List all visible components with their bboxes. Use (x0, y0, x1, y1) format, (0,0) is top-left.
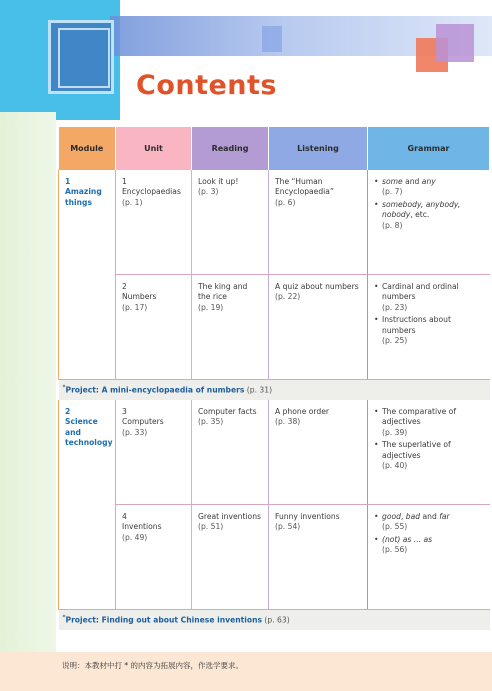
project-cell (59, 610, 490, 631)
grammar-item (374, 200, 484, 231)
unit-number: 2 (122, 282, 127, 291)
listening-cell (269, 275, 368, 380)
page-title: Contents (136, 70, 278, 101)
listening-title: A phone order (275, 407, 330, 416)
unit-cell (116, 170, 192, 275)
listening-cell (269, 505, 368, 610)
module-name-line2: technology (65, 438, 113, 448)
unit-cell (116, 505, 192, 610)
header-row (59, 127, 490, 170)
project-star: * (62, 614, 66, 621)
listening-cell (269, 170, 368, 275)
reading-page: (p. 35) (198, 417, 224, 427)
contents-table (58, 127, 490, 630)
grammar-list (374, 282, 484, 347)
reading-cell (192, 400, 269, 505)
listening-page: (p. 6) (275, 197, 296, 207)
reading-title: Computer facts (198, 407, 257, 416)
reading-cell (192, 505, 269, 610)
header-grammar: Grammar (368, 127, 490, 170)
project-title: Project: Finding out about Chinese inventions (65, 615, 263, 625)
contents-body (59, 170, 490, 630)
module-number: 2 (65, 407, 71, 416)
header-listening: Listening (269, 127, 368, 170)
unit-cell (116, 275, 192, 380)
header-module: Module (59, 127, 116, 170)
unit-name: Numbers (122, 292, 157, 302)
footer-band (0, 652, 492, 691)
grammar-page: (p. 40) (382, 461, 408, 471)
module-name-line1: Amazing (65, 187, 102, 197)
grammar-item (374, 512, 484, 533)
unit-number: 3 (122, 407, 127, 416)
listening-title: Funny inventions (275, 512, 340, 521)
reading-page: (p. 3) (198, 187, 219, 197)
reading-cell (192, 275, 269, 380)
grammar-text: far (439, 512, 450, 521)
grammar-text: good (382, 512, 401, 521)
grammar-list (374, 177, 484, 231)
module-cell (59, 400, 116, 610)
grammar-text: , (400, 512, 406, 521)
grammar-text: , etc. (410, 210, 430, 220)
listening-cell (269, 400, 368, 505)
listening-page: (p. 38) (275, 417, 301, 427)
unit-page: (p. 1) (122, 197, 143, 207)
grammar-text: The superlative of adjectives (382, 440, 451, 460)
unit-number: 4 (122, 512, 127, 521)
grammar-cell (368, 170, 490, 275)
unit-page: (p. 49) (122, 532, 148, 542)
reading-cell (192, 170, 269, 275)
decorative-frame-inner (58, 28, 110, 88)
reading-page: (p. 19) (198, 302, 224, 312)
module-number: 1 (65, 177, 71, 186)
header-reading: Reading (192, 127, 269, 170)
project-row (59, 610, 490, 631)
project-page: (p. 31) (244, 385, 273, 395)
module-name-line2: things (65, 197, 93, 207)
listening-title: A quiz about numbers (275, 282, 359, 291)
table-row (59, 275, 490, 380)
decorative-small-square (262, 26, 282, 52)
grammar-item (374, 282, 484, 313)
table-row (59, 170, 490, 275)
project-star: * (62, 384, 66, 391)
grammar-text: The comparative of adjectives (382, 407, 456, 427)
unit-name: Inventions (122, 522, 162, 532)
reading-title: The king and the rice (198, 282, 248, 302)
decorative-left-strip (0, 112, 56, 652)
grammar-text: Instructions about numbers (382, 315, 451, 335)
project-cell (59, 380, 490, 401)
module-name-line1: Science and (65, 417, 98, 437)
grammar-page: (p. 56) (382, 545, 408, 555)
reading-title: Look it up! (198, 177, 239, 186)
grammar-item (374, 177, 484, 198)
unit-cell (116, 400, 192, 505)
grammar-text: and (402, 177, 422, 186)
grammar-text: bad (405, 512, 421, 521)
unit-page: (p. 33) (122, 427, 148, 437)
grammar-list (374, 407, 484, 472)
unit-name: Encyclopaedias (122, 187, 181, 197)
grammar-page: (p. 23) (382, 302, 408, 312)
grammar-text: somebody, anybody, nobody (382, 199, 461, 220)
decorative-purple-square (436, 24, 474, 62)
unit-name: Computers (122, 417, 164, 427)
grammar-text: some (382, 177, 403, 186)
module-cell (59, 170, 116, 380)
grammar-text: (not) as ... as (382, 534, 433, 544)
header-unit: Unit (116, 127, 192, 170)
unit-page: (p. 17) (122, 302, 148, 312)
grammar-list (374, 512, 484, 556)
reading-title: Great inventions (198, 512, 261, 521)
unit-number: 1 (122, 177, 127, 186)
listening-page: (p. 22) (275, 292, 301, 302)
grammar-item (374, 407, 484, 438)
listening-title: The “Human Encyclopaedia” (275, 177, 334, 197)
grammar-page: (p. 55) (382, 522, 408, 532)
listening-page: (p. 54) (275, 522, 301, 532)
grammar-page: (p. 39) (382, 427, 408, 437)
reading-page: (p. 51) (198, 522, 224, 532)
grammar-item (374, 535, 484, 556)
table-row (59, 505, 490, 610)
grammar-page: (p. 25) (382, 336, 408, 346)
grammar-cell (368, 275, 490, 380)
footer-note: 说明：本教材中打 * 的内容为拓展内容，作选学要求。 (62, 661, 244, 670)
grammar-cell (368, 400, 490, 505)
grammar-cell (368, 505, 490, 610)
grammar-item (374, 440, 484, 471)
grammar-text: and (420, 512, 440, 521)
project-page: (p. 63) (262, 615, 290, 625)
grammar-page: (p. 7) (382, 187, 403, 197)
grammar-item (374, 315, 484, 346)
project-title: Project: A mini-encyclopaedia of numbers (65, 385, 245, 395)
grammar-page: (p. 8) (382, 220, 403, 230)
grammar-text: any (421, 177, 436, 186)
grammar-text: Cardinal and ordinal numbers (382, 282, 459, 302)
table-row (59, 400, 490, 505)
project-row (59, 380, 490, 401)
